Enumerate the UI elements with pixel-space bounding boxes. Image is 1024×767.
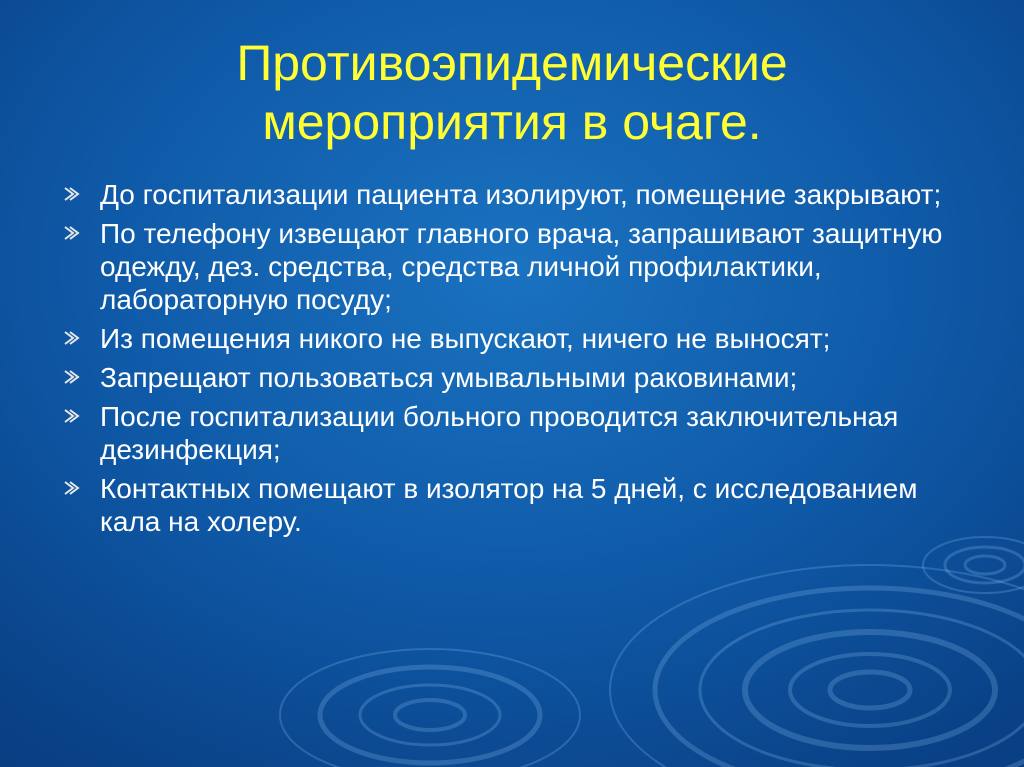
bullet-item bbox=[60, 361, 980, 394]
slide-title bbox=[0, 34, 1024, 152]
bullet-item bbox=[60, 400, 980, 466]
bullet-text: По телефону извещают главного врача, запрашивают защитную одежду, дез. средства, средства личной профилактики, лабораторную посуду; bbox=[100, 218, 943, 315]
slide-title-line-1: Противоэпидемические bbox=[236, 35, 788, 91]
chevron-arrow-bullet-icon bbox=[62, 182, 80, 206]
bullet-text: Контактных помещают в изолятор на 5 дней, с исследованием кала на холеру. bbox=[100, 473, 918, 537]
bullet-list bbox=[60, 178, 980, 544]
bullet-text: Из помещения никого не выпускают, ничего не выносят; bbox=[100, 323, 831, 354]
bullet-item bbox=[60, 178, 980, 211]
bullet-item bbox=[60, 322, 980, 355]
bullet-item bbox=[60, 472, 980, 538]
chevron-arrow-bullet-icon bbox=[62, 326, 80, 350]
chevron-arrow-bullet-icon bbox=[62, 365, 80, 389]
bullet-text: До госпитализации пациента изолируют, помещение закрывают; bbox=[100, 179, 942, 210]
chevron-arrow-bullet-icon bbox=[62, 221, 80, 245]
bullet-item bbox=[60, 217, 980, 316]
chevron-arrow-bullet-icon bbox=[62, 404, 80, 428]
slide-title-line-2: мероприятия в очаге. bbox=[262, 94, 762, 150]
bullet-text: Запрещают пользоваться умывальными раковинами; bbox=[100, 362, 798, 393]
bullet-text: После госпитализации больного проводится заключительная дезинфекция; bbox=[100, 401, 899, 465]
chevron-arrow-bullet-icon bbox=[62, 476, 80, 500]
